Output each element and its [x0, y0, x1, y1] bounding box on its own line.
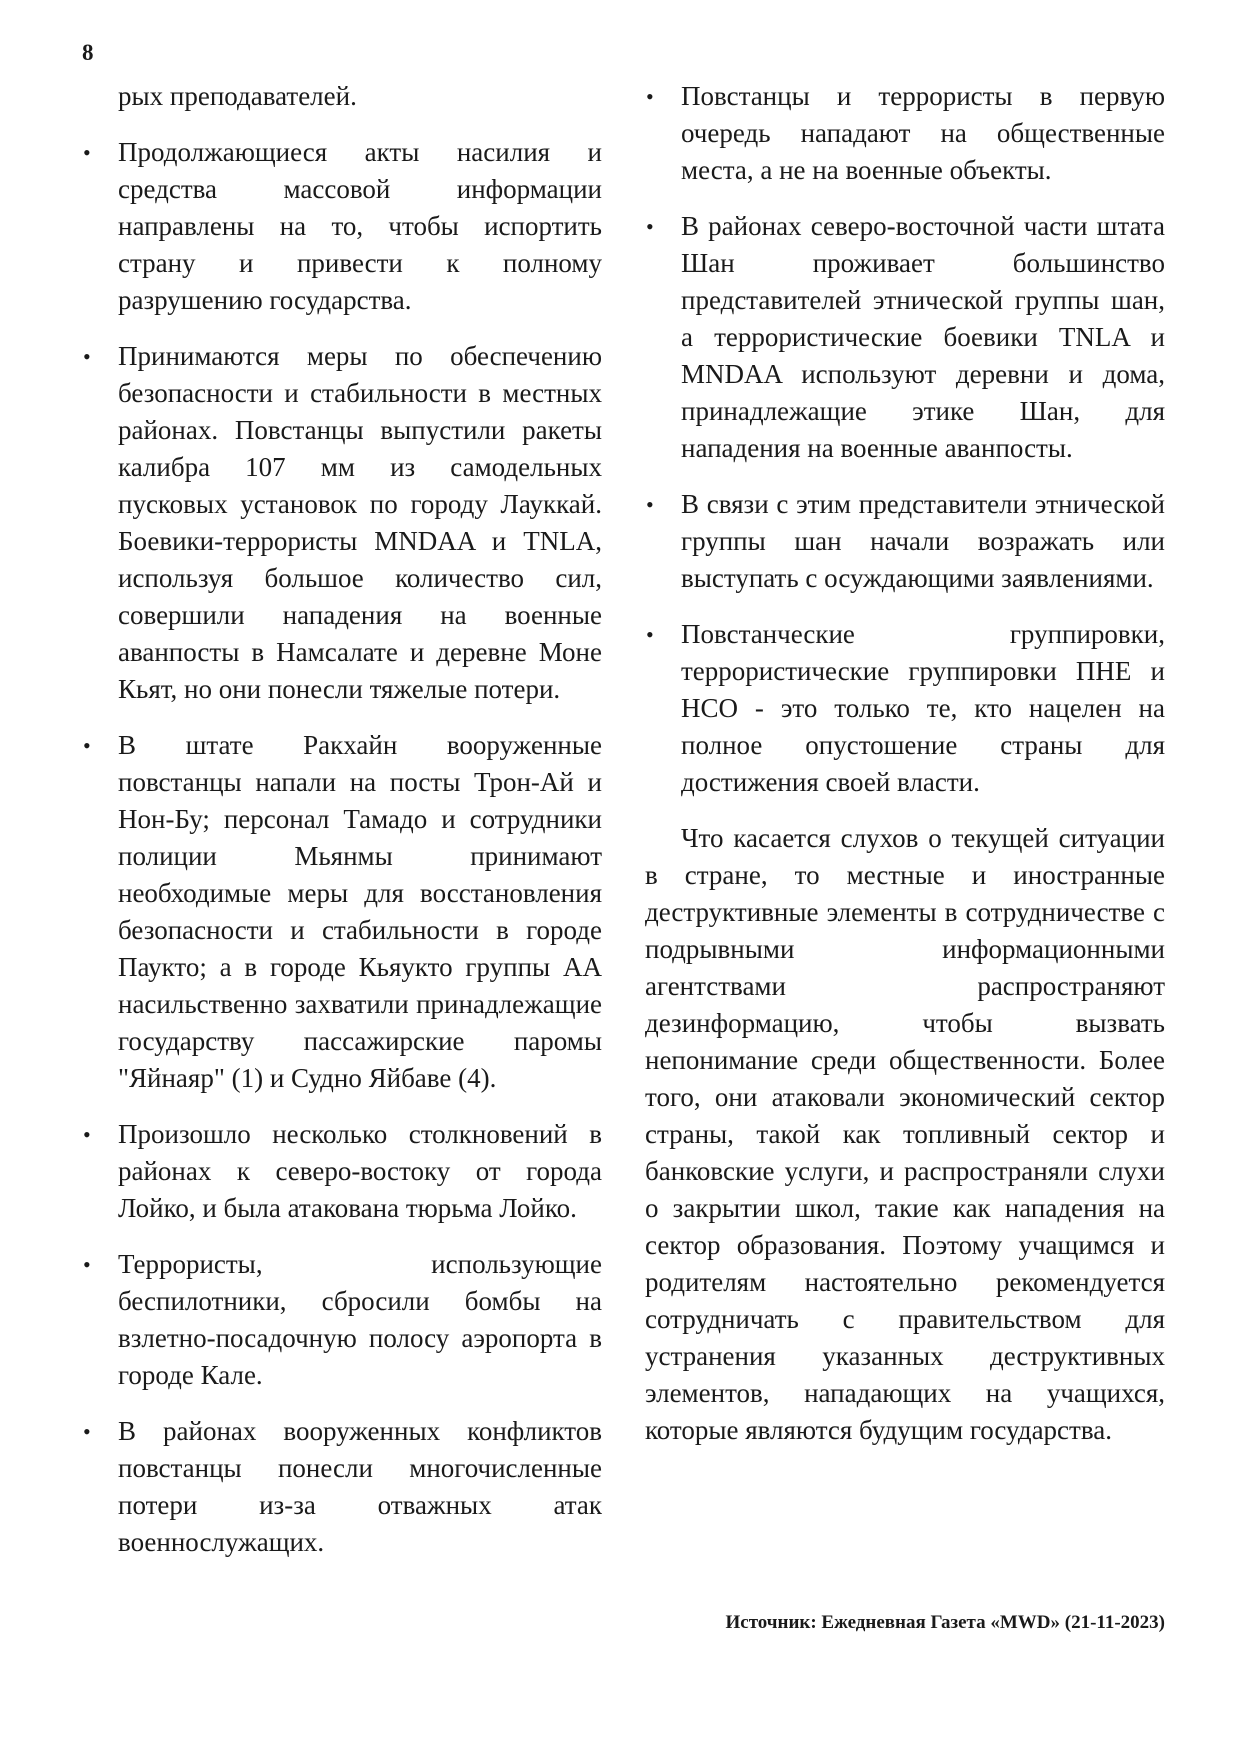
bullet-text: В районах северо-восточной части штата Шан проживает большинство представителей этнической группы шан, а террористические боевики TNLA и MNDAA используют деревни и дома, принадлежащие этике Шан, для нападения на военные аванпосты.	[681, 211, 1165, 463]
bullet-text: Повстанцы и террористы в первую очередь нападают на общественные места, а не на военные объекты.	[681, 81, 1165, 185]
bullet-text: В штате Ракхайн вооруженные повстанцы напали на посты Трон-Ай и Нон-Бу; персонал Тамадо и сотрудники полиции Мьянмы принимают необходимые меры для восстановления безопасности и стабильности в городе Паукто; а в городе Кьяукто группы АА насильственно захватили принадлежащие государству пассажирские паромы "Яйнаяр" (1) и Судно Яйбаве (4).	[118, 730, 602, 1093]
bullet-item	[645, 78, 1165, 189]
bullet-icon: •	[83, 1419, 91, 1444]
bullet-item	[645, 486, 1165, 597]
bullet-text: В районах вооруженных конфликтов повстанцы понесли многочисленные потери из-за отважных атак военнослужащих.	[118, 1416, 602, 1557]
bullet-item	[82, 1413, 602, 1561]
source-citation: Источник: Ежедневная Газета «MWD» (21-11-2023)	[725, 1612, 1165, 1633]
body-paragraph: Что касается слухов о текущей ситуации в стране, то местные и иностранные деструктивные элементы в сотрудничестве с подрывными информационными агентствами распространяют дезинформацию, чтобы вызвать непонимание среди общественности. Более того, они атаковали экономический сектор страны, такой как топливный сектор и банковские услуги, и распространяли слухи о закрытии школ, такие как нападения на сектор образования. Поэтому учащимся и родителям настоятельно рекомендуется сотрудничать с правительством для устранения указанных деструктивных элементов, нападающих на учащихся, которые являются будущим государства.	[645, 823, 1165, 1445]
bullet-text: Продолжающиеся акты насилия и средства массовой информации направлены на то, чтобы испортить страну и привести к полному разрушению государства.	[118, 137, 602, 315]
bullet-icon: •	[646, 492, 654, 517]
bullet-icon: •	[646, 214, 654, 239]
bullet-text: В связи с этим представители этнической группы шан начали возражать или выступать с осуждающими заявлениями.	[681, 489, 1165, 593]
bullet-icon: •	[83, 140, 91, 165]
bullet-icon: •	[83, 344, 91, 369]
bullet-icon: •	[83, 1122, 91, 1147]
bullet-item	[82, 727, 602, 1097]
bullet-text: Произошло несколько столкновений в районах к северо-востоку от города Лойко, и была атакована тюрьма Лойко.	[118, 1119, 602, 1223]
bullet-text: Террористы, использующие беспилотники, сбросили бомбы на взлетно-посадочную полосу аэропорта в городе Кале.	[118, 1249, 602, 1390]
bullet-item	[645, 208, 1165, 467]
bullet-item	[82, 1246, 602, 1394]
bullet-item	[645, 616, 1165, 801]
bullet-text: Принимаются меры по обеспечению безопасности и стабильности в местных районах. Повстанцы выпустили ракеты калибра 107 мм из самодельных пусковых установок по городу Лауккай. Боевики-террористы MNDAA и TNLA, используя большое количество сил, совершили нападения на военные аванпосты в Намсалате и деревне Моне Кьят, но они понесли тяжелые потери.	[118, 341, 602, 704]
left-column	[82, 78, 602, 1580]
page-number: 8	[82, 40, 94, 65]
continued-text: рых преподавателей.	[118, 81, 357, 111]
bullet-icon: •	[646, 84, 654, 109]
right-column	[645, 78, 1165, 1449]
bullet-icon: •	[83, 733, 91, 758]
bullet-icon: •	[83, 1252, 91, 1277]
bullet-item	[82, 1116, 602, 1227]
left-bullet-list	[82, 134, 602, 1561]
bullet-text: Повстанческие группировки, террористические группировки ПНЕ и НСО - это только те, кто нацелен на полное опустошение страны для достижения своей власти.	[681, 619, 1165, 797]
right-bullet-list	[645, 78, 1165, 801]
bullet-icon: •	[646, 622, 654, 647]
bullet-item	[82, 134, 602, 319]
bullet-item	[82, 338, 602, 708]
